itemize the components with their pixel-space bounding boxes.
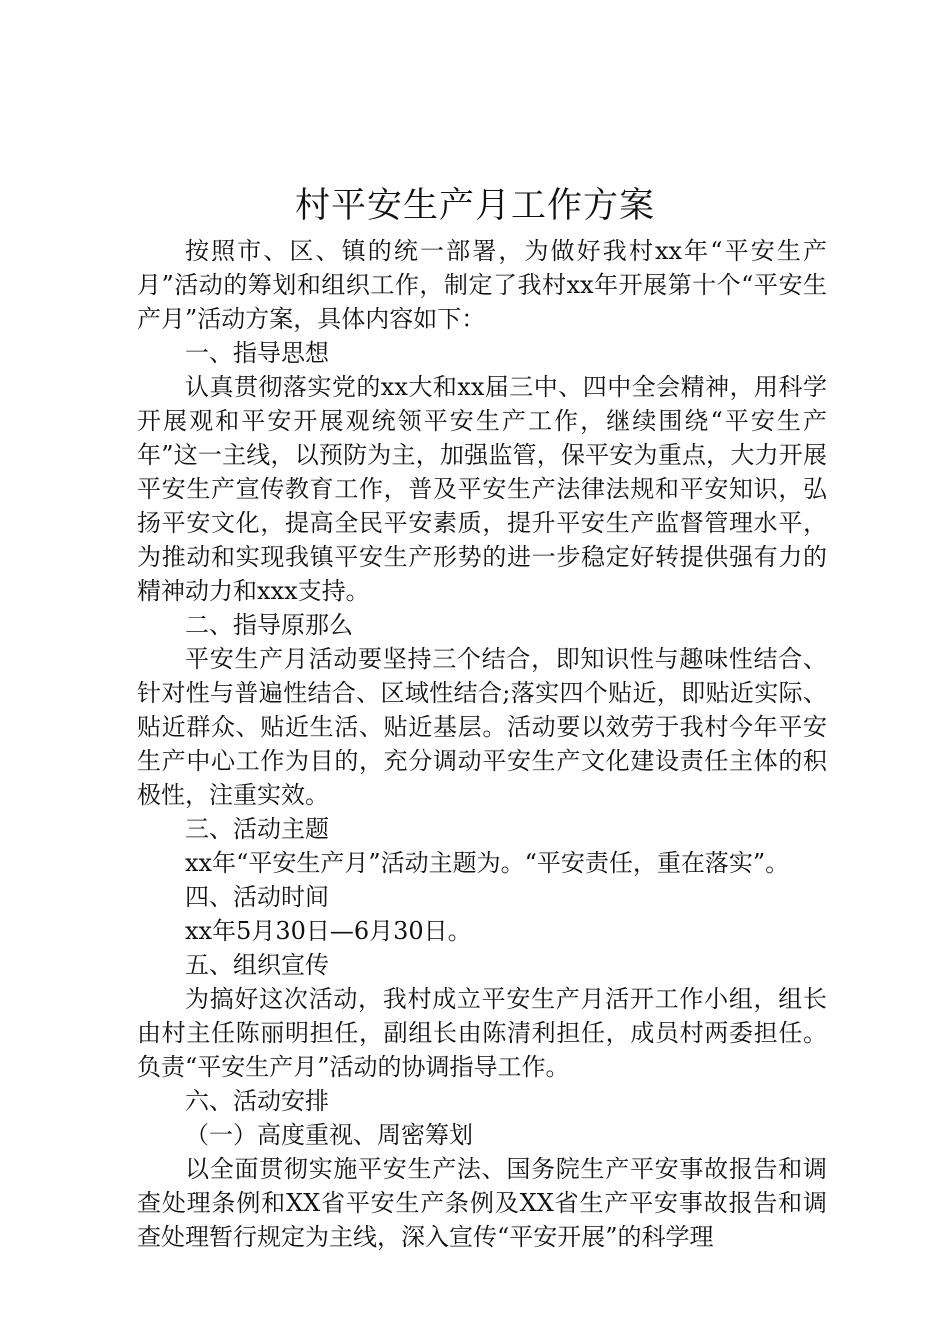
paragraph-guiding-principles: 平安生产月活动要坚持三个结合，即知识性与趣味性结合、针对性与普遍性结合、区域性结合;落实四个贴近，即贴近实际、贴近群众、贴近生活、贴近基层。活动要以效劳于我村今年平安生产中心工作为目的，充分调动平安生产文化建设责任主体的积极性，注重实效。 xyxy=(137,645,827,809)
paragraph-planning: 以全面贯彻实施平安生产法、国务院生产平安事故报告和调查处理条例和XX省平安生产条例及XX省生产平安事故报告和调查处理暂行规定为主线，深入宣传“平安开展”的科学理 xyxy=(137,1155,827,1251)
paragraph-activity-time: xx年5月30日—6月30日。 xyxy=(185,917,472,945)
paragraph-organization: 为搞好这次活动，我村成立平安生产月活开工作小组，组长由村主任陈丽明担任，副组长由陈清利担任，成员村两委担任。负责“平安生产月”活动的协调指导工作。 xyxy=(137,985,827,1081)
paragraph-guiding-ideology: 认真贯彻落实党的xx大和xx届三中、四中全会精神，用科学开展观和平安开展观统领平安生产工作，继续围绕“平安生产年”这一主线，以预防为主，加强监管，保平安为重点，大力开展平安生产宣传教育工作，普及平安生产法律法规和平安知识，弘扬平安文化，提高全民平安素质，提升平安生产监督管理水平，为推动和实现我镇平安生产形势的进一步稳定好转提供强有力的精神动力和xxx支持。 xyxy=(137,373,827,605)
heading-activity-time: 四、活动时间 xyxy=(185,883,329,911)
subheading-planning: （一）高度重视、周密筹划 xyxy=(185,1121,473,1149)
document-title: 村平安生产月工作方案 xyxy=(294,186,655,226)
heading-guiding-ideology: 一、指导思想 xyxy=(185,339,329,367)
heading-activity-theme: 三、活动主题 xyxy=(185,815,329,843)
paragraph-activity-theme: xx年“平安生产月”活动主题为。“平安责任，重在落实”。 xyxy=(185,849,790,877)
heading-organization: 五、组织宣传 xyxy=(185,951,329,979)
heading-guiding-principles: 二、指导原那么 xyxy=(185,611,353,639)
document-body xyxy=(137,234,827,1254)
paragraph-intro: 按照市、区、镇的统一部署，为做好我村xx年“平安生产月”活动的筹划和组织工作，制定了我村xx年开展第十个“平安生产月”活动方案，具体内容如下： xyxy=(137,237,827,333)
heading-activity-arrangement: 六、活动安排 xyxy=(185,1087,329,1115)
